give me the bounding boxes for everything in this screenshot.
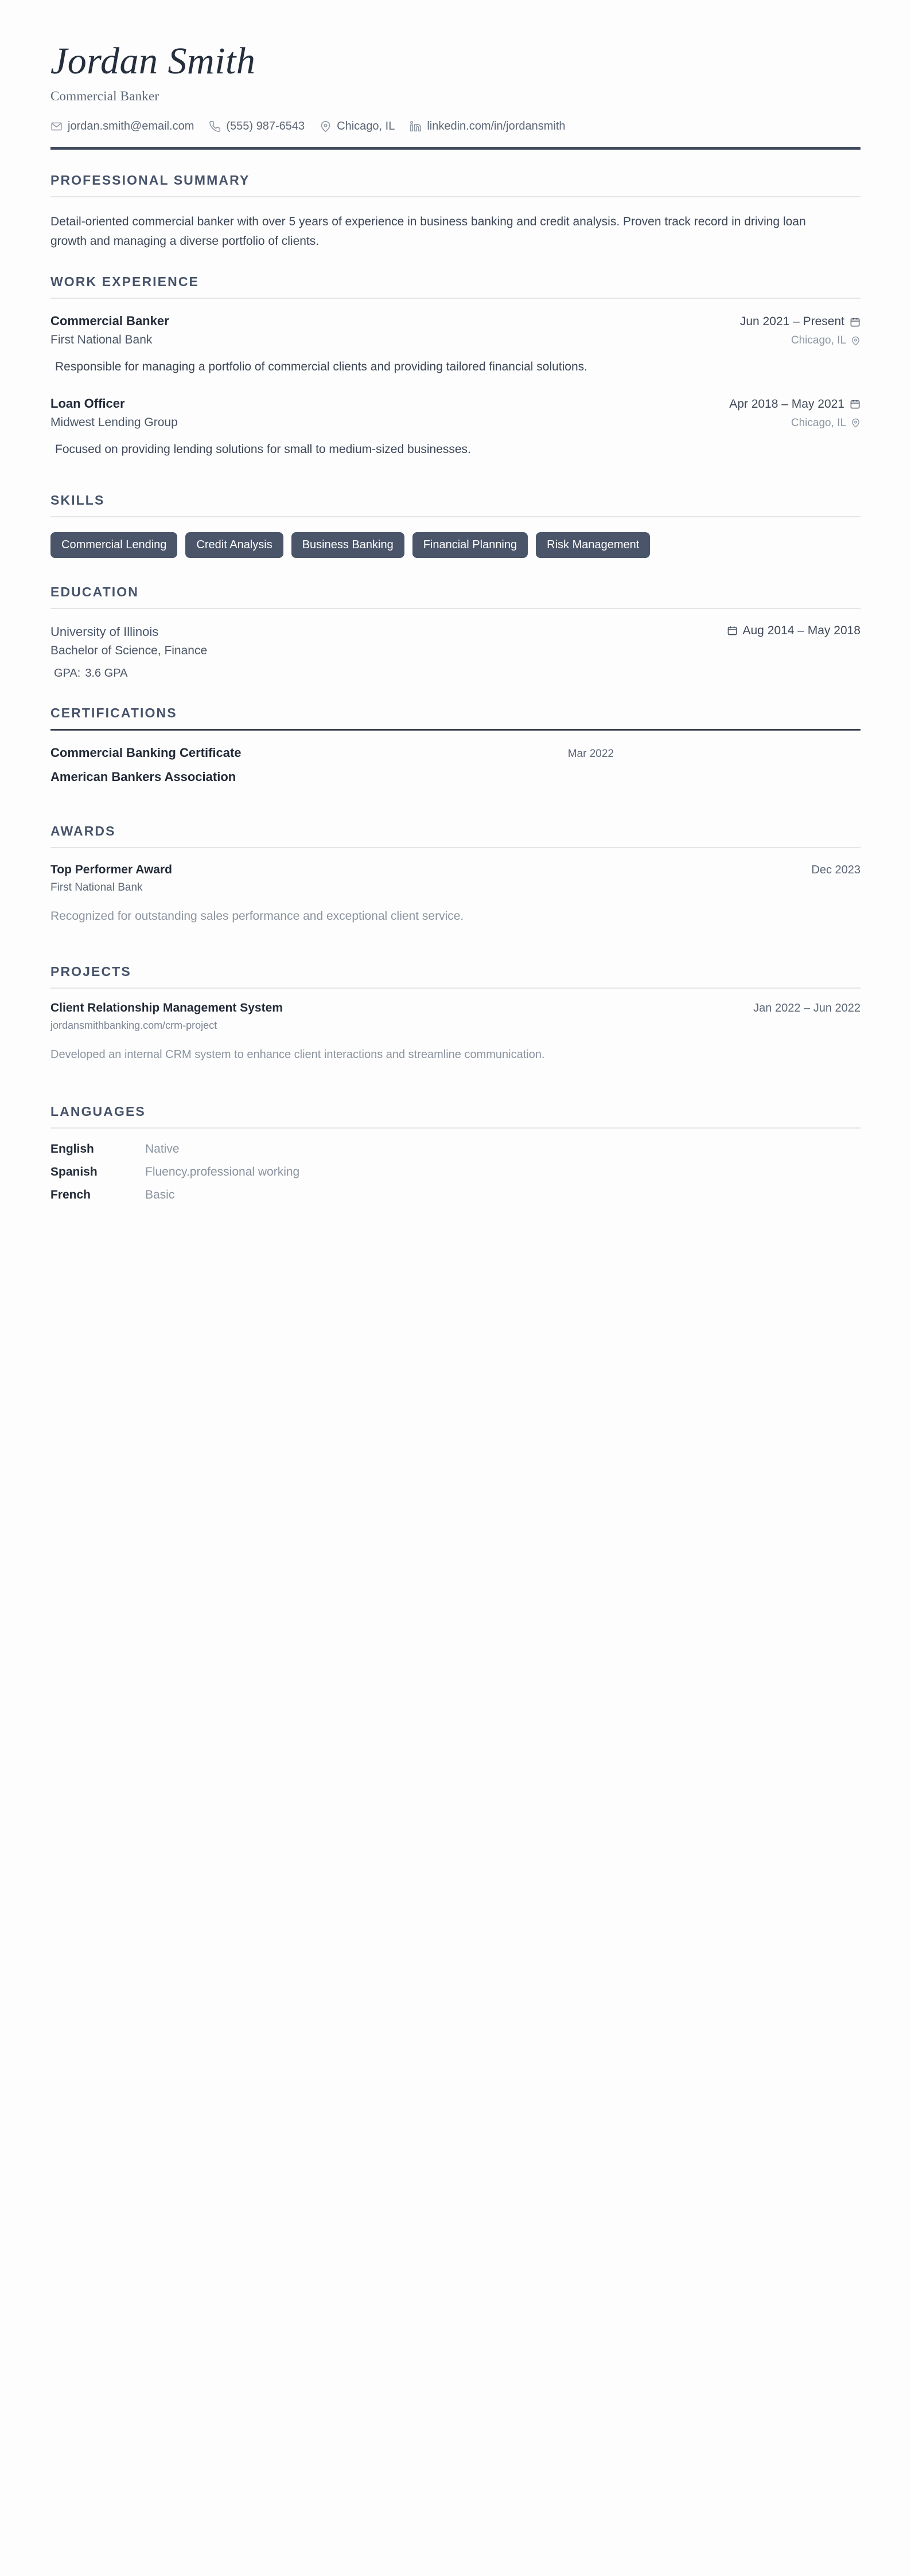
contact-location-text: Chicago, IL bbox=[337, 120, 395, 133]
education-gpa-value: 3.6 GPA bbox=[85, 667, 128, 680]
section-certifications bbox=[50, 705, 861, 784]
work-company: First National Bank bbox=[50, 333, 153, 347]
project-description: Developed an internal CRM system to enhance client interactions and streamline communication. bbox=[50, 1048, 545, 1061]
section-title-skills: SKILLS bbox=[50, 492, 105, 508]
award-description: Recognized for outstanding sales performance and exceptional client service. bbox=[50, 910, 464, 923]
envelope-icon bbox=[50, 120, 63, 132]
contact-email[interactable] bbox=[50, 120, 194, 133]
project-entry bbox=[50, 1001, 861, 1064]
education-school: University of Illinois bbox=[50, 625, 159, 639]
work-role: Commercial Banker bbox=[50, 314, 169, 329]
language-name: French bbox=[50, 1188, 91, 1201]
work-entry-header bbox=[50, 314, 861, 329]
section-title-projects: PROJECTS bbox=[50, 963, 131, 979]
language-level: Native bbox=[145, 1142, 180, 1156]
linkedin-icon bbox=[410, 120, 422, 132]
section-work-experience bbox=[50, 274, 861, 459]
award-name: Top Performer Award bbox=[50, 863, 172, 877]
education-degree: Bachelor of Science, Finance bbox=[50, 644, 208, 658]
calendar-icon bbox=[850, 399, 861, 409]
work-entry-subheader bbox=[50, 333, 861, 347]
work-location bbox=[791, 417, 861, 430]
candidate-job-title: Commercial Banker bbox=[50, 89, 159, 104]
certifications-body bbox=[50, 731, 861, 784]
work-company: Midwest Lending Group bbox=[50, 415, 178, 429]
skill-pill: Credit Analysis bbox=[185, 532, 283, 558]
contact-phone-text: (555) 987-6543 bbox=[226, 120, 305, 133]
contact-phone[interactable] bbox=[209, 120, 305, 133]
work-location-text: Chicago, IL bbox=[791, 416, 846, 429]
work-body bbox=[50, 299, 861, 459]
skill-pill: Risk Management bbox=[536, 532, 650, 558]
work-entry-header bbox=[50, 396, 861, 411]
certification-issuer: American Bankers Association bbox=[50, 770, 236, 784]
section-awards bbox=[50, 823, 861, 926]
summary-text: Detail-oriented commercial banker with over 5 years of experience in business banking and credit analysis. Proven track record in driving loan growth and managing a diverse portfolio of clients. bbox=[50, 215, 806, 248]
skill-pill: Business Banking bbox=[291, 532, 404, 558]
language-name: English bbox=[50, 1142, 94, 1156]
awards-body bbox=[50, 848, 861, 926]
language-row bbox=[50, 1165, 861, 1179]
education-body bbox=[50, 609, 861, 681]
certification-entry-subheader bbox=[50, 770, 861, 784]
language-level: Fluency.professional working bbox=[145, 1165, 300, 1178]
contact-email-text: jordan.smith@email.com bbox=[68, 120, 194, 133]
work-entry-subheader bbox=[50, 416, 861, 430]
section-title-languages: LANGUAGES bbox=[50, 1103, 146, 1119]
work-date bbox=[729, 397, 861, 411]
language-row bbox=[50, 1142, 861, 1156]
section-languages bbox=[50, 1104, 861, 1202]
work-entry bbox=[50, 396, 861, 459]
project-name: Client Relationship Management System bbox=[50, 1001, 283, 1014]
header-divider bbox=[50, 147, 861, 150]
work-entry bbox=[50, 314, 861, 377]
section-title-summary: PROFESSIONAL SUMMARY bbox=[50, 173, 250, 188]
education-gpa-label: GPA: bbox=[54, 667, 81, 680]
skill-list bbox=[50, 532, 819, 558]
work-date-text: Jun 2021 – Present bbox=[739, 315, 844, 329]
work-description: Responsible for managing a portfolio of commercial clients and providing tailored financial solutions. bbox=[55, 360, 587, 374]
calendar-icon bbox=[727, 625, 738, 636]
work-description: Focused on providing lending solutions for small to medium-sized businesses. bbox=[55, 442, 471, 456]
section-skills bbox=[50, 493, 861, 558]
work-location-text: Chicago, IL bbox=[791, 334, 846, 347]
work-role: Loan Officer bbox=[50, 396, 125, 411]
contact-row bbox=[50, 120, 861, 133]
skills-body bbox=[50, 517, 861, 558]
language-name: Spanish bbox=[50, 1165, 98, 1178]
education-date-text: Aug 2014 – May 2018 bbox=[742, 623, 861, 637]
language-row bbox=[50, 1188, 861, 1202]
project-url[interactable]: jordansmithbanking.com/crm-project bbox=[50, 1019, 217, 1031]
work-location bbox=[791, 334, 861, 347]
section-projects bbox=[50, 964, 861, 1064]
certification-entry bbox=[50, 746, 861, 784]
education-entry-subheader bbox=[50, 644, 861, 658]
map-pin-icon bbox=[851, 418, 861, 428]
section-education bbox=[50, 584, 861, 681]
resume-header bbox=[50, 41, 861, 150]
award-entry-subheader bbox=[50, 881, 861, 894]
section-title-work: WORK EXPERIENCE bbox=[50, 274, 199, 290]
project-date: Jan 2022 – Jun 2022 bbox=[753, 1001, 861, 1014]
education-entry bbox=[50, 624, 861, 681]
certification-date: Mar 2022 bbox=[567, 748, 614, 760]
contact-location bbox=[320, 120, 395, 133]
map-pin-icon bbox=[320, 120, 332, 132]
candidate-name: Jordan Smith bbox=[50, 40, 256, 82]
work-date-text: Apr 2018 – May 2021 bbox=[729, 397, 844, 411]
work-date bbox=[740, 315, 861, 329]
contact-linkedin-text: linkedin.com/in/jordansmith bbox=[427, 120, 566, 133]
phone-icon bbox=[209, 120, 221, 132]
award-date: Dec 2023 bbox=[811, 864, 861, 877]
map-pin-icon bbox=[851, 336, 861, 346]
languages-body bbox=[50, 1129, 861, 1202]
education-gpa bbox=[50, 667, 861, 680]
award-entry-header bbox=[50, 863, 861, 877]
project-entry-header bbox=[50, 1001, 861, 1015]
education-entry-header bbox=[50, 624, 861, 640]
language-level: Basic bbox=[145, 1188, 175, 1201]
section-professional-summary bbox=[50, 173, 861, 251]
calendar-icon bbox=[850, 317, 861, 327]
section-title-education: EDUCATION bbox=[50, 584, 139, 599]
award-entry bbox=[50, 863, 861, 926]
summary-body bbox=[50, 197, 861, 251]
award-issuer: First National Bank bbox=[50, 881, 143, 894]
certification-entry-header bbox=[50, 746, 861, 760]
contact-linkedin[interactable] bbox=[410, 120, 565, 133]
certification-name: Commercial Banking Certificate bbox=[50, 746, 242, 760]
skill-pill: Commercial Lending bbox=[50, 532, 177, 558]
skill-pill: Financial Planning bbox=[412, 532, 528, 558]
projects-body bbox=[50, 989, 861, 1064]
education-date bbox=[727, 624, 861, 638]
section-title-awards: AWARDS bbox=[50, 823, 116, 839]
section-title-certifications: CERTIFICATIONS bbox=[50, 705, 177, 721]
